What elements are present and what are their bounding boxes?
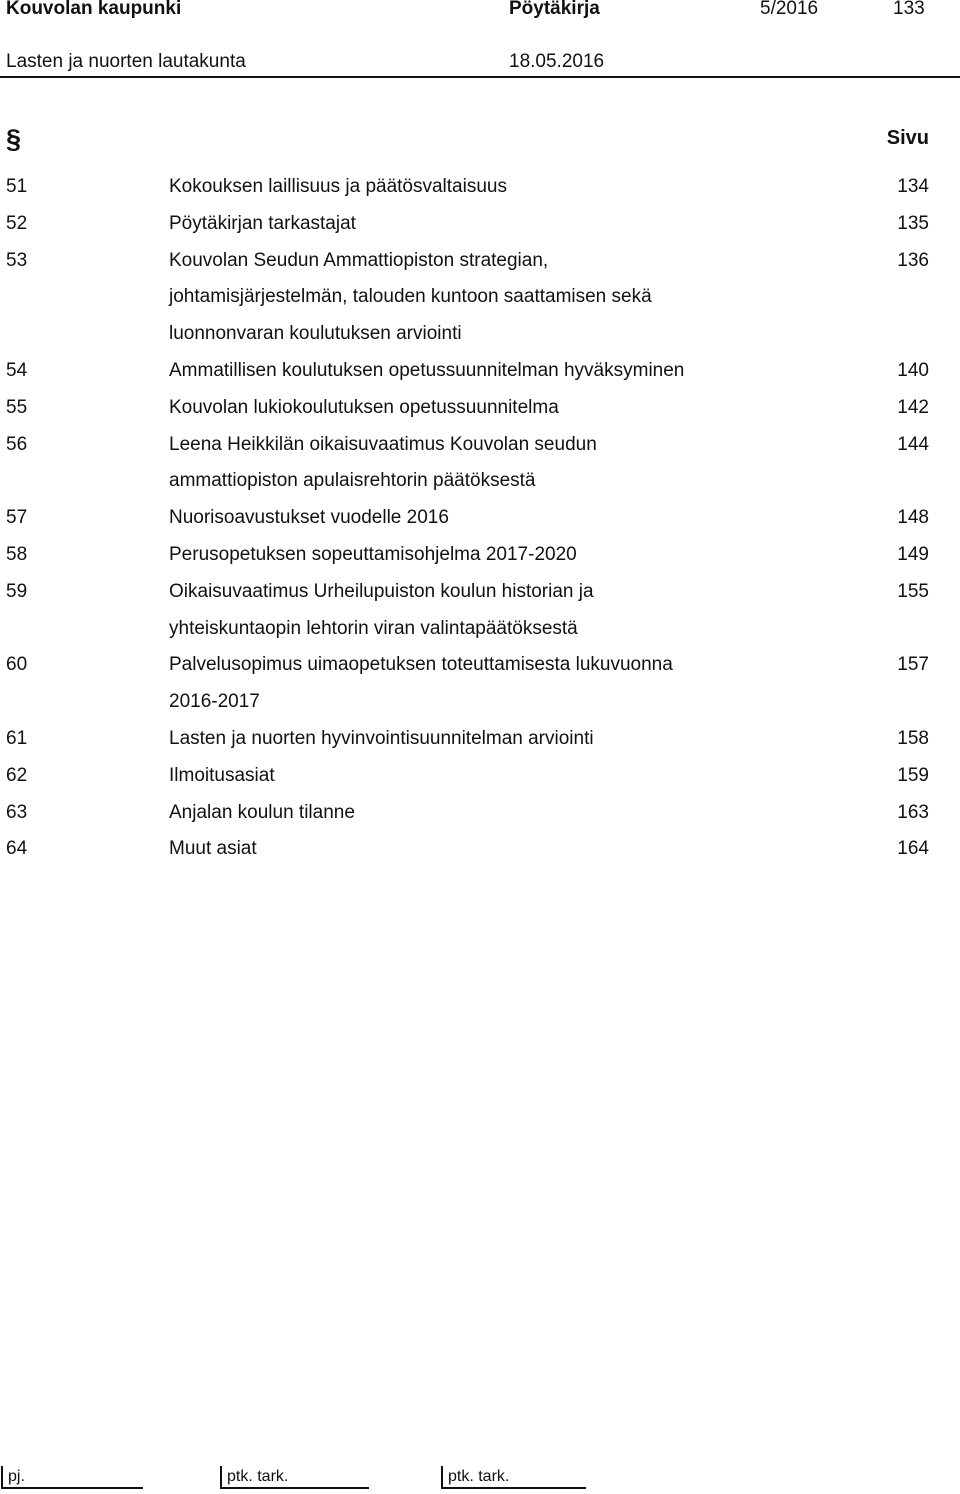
toc-item-title-line: Oikaisuvaatimus Urheilupuiston koulun historian ja <box>169 580 594 602</box>
toc-item-title <box>169 647 809 721</box>
toc-row <box>0 831 960 868</box>
header-divider <box>0 76 960 78</box>
toc-item-title <box>169 831 809 868</box>
signature-line-chair <box>1 1487 143 1489</box>
toc-item-title-line: 2016-2017 <box>169 691 260 713</box>
toc-item-number: 52 <box>6 212 28 234</box>
toc-item-title <box>169 721 809 758</box>
toc-item-title-line: Ilmoitusasiat <box>169 764 275 786</box>
toc-row <box>0 500 960 537</box>
toc-item-title-line: Kouvolan Seudun Ammattiopiston strategian, <box>169 249 549 271</box>
toc-item-title-line: Lasten ja nuorten hyvinvointisuunnitelman arviointi <box>169 727 594 749</box>
toc-item-title-line: Kokouksen laillisuus ja päätösvaltaisuus <box>169 176 507 197</box>
toc-item-title <box>169 427 809 501</box>
toc-row <box>0 795 960 832</box>
toc-item-number: 63 <box>6 801 28 823</box>
section-symbol: § <box>6 124 22 154</box>
toc-item-title-line: Kouvolan lukiokoulutuksen opetussuunnitelma <box>169 396 559 418</box>
toc-item-number: 54 <box>6 359 28 381</box>
toc-item-number: 59 <box>6 580 28 602</box>
toc-item-page: 135 <box>897 212 929 234</box>
toc-row <box>0 169 960 206</box>
toc-item-page: 149 <box>897 543 929 565</box>
toc-row <box>0 721 960 758</box>
toc-item-title-line: yhteiskuntaopin lehtorin viran valintapäätöksestä <box>169 617 578 639</box>
document-number: 5/2016 <box>760 0 819 19</box>
toc-item-title <box>169 390 809 427</box>
page-number: 133 <box>893 0 925 19</box>
toc-row <box>0 243 960 353</box>
toc-row <box>0 353 960 390</box>
toc-item-title <box>169 500 809 537</box>
toc-item-title-line: Leena Heikkilän oikaisuvaatimus Kouvolan seudun <box>169 433 597 455</box>
toc-item-title-line: ammattiopiston apulaisrehtorin päätöksestä <box>169 470 536 492</box>
toc-item-number: 62 <box>6 764 28 786</box>
signature-tick-chair <box>1 1466 3 1489</box>
toc-item-title <box>169 169 809 206</box>
toc-item-title-line: Palvelusopimus uimaopetuksen toteuttamisesta lukuvuonna <box>169 654 673 676</box>
toc-item-page: 148 <box>897 507 929 529</box>
toc-row <box>0 537 960 574</box>
toc-row <box>0 206 960 243</box>
signature-label-examiner-1: ptk. tark. <box>227 1468 289 1485</box>
organization-name: Kouvolan kaupunki <box>6 0 182 19</box>
toc-item-number: 58 <box>6 543 28 565</box>
toc-item-title-line: johtamisjärjestelmän, talouden kuntoon saattamisen sekä <box>169 286 652 308</box>
toc-row <box>0 574 960 648</box>
toc-item-title-line: Perusopetuksen sopeuttamisohjelma 2017-2020 <box>169 543 577 565</box>
toc-item-title <box>169 795 809 832</box>
toc-item-page: 157 <box>897 654 929 676</box>
toc-item-title-line: Anjalan koulun tilanne <box>169 801 355 823</box>
toc-item-title <box>169 353 809 390</box>
toc-item-title-line: Pöytäkirjan tarkastajat <box>169 212 356 234</box>
signature-tick-examiner-1 <box>220 1466 222 1489</box>
toc-item-title <box>169 574 809 648</box>
toc-item-title-line: Muut asiat <box>169 838 257 860</box>
toc-item-title-line: Nuorisoavustukset vuodelle 2016 <box>169 507 449 529</box>
toc-item-page: 159 <box>897 764 929 786</box>
page-column-label: Sivu <box>886 127 929 149</box>
toc-item-title <box>169 537 809 574</box>
meeting-date: 18.05.2016 <box>509 51 605 72</box>
toc-row <box>0 390 960 427</box>
toc-item-number: 64 <box>6 838 28 860</box>
toc-item-page: 140 <box>897 359 929 381</box>
document-type: Pöytäkirja <box>509 0 600 19</box>
signature-label-chair: pj. <box>8 1468 25 1485</box>
toc-item-page: 142 <box>897 396 929 418</box>
signature-label-examiner-2: ptk. tark. <box>448 1468 510 1485</box>
toc-item-number: 61 <box>6 727 28 749</box>
committee-name: Lasten ja nuorten lautakunta <box>6 51 246 72</box>
toc-item-number: 55 <box>6 396 28 418</box>
signature-tick-examiner-2 <box>441 1466 443 1489</box>
toc-item-page: 136 <box>897 249 929 271</box>
toc-item-number: 51 <box>6 176 28 197</box>
toc-item-number: 60 <box>6 654 28 676</box>
toc-item-number: 53 <box>6 249 28 271</box>
toc-item-number: 56 <box>6 433 28 455</box>
toc-item-title-line: Ammatillisen koulutuksen opetussuunnitelman hyväksyminen <box>169 359 685 381</box>
toc-item-title <box>169 758 809 795</box>
toc-row <box>0 647 960 721</box>
toc-item-title <box>169 243 809 353</box>
toc-item-title <box>169 206 809 243</box>
toc-item-page: 163 <box>897 801 929 823</box>
toc-item-page: 158 <box>897 727 929 749</box>
toc-item-page: 164 <box>897 838 929 860</box>
toc-row <box>0 758 960 795</box>
toc-row <box>0 427 960 501</box>
toc-item-page: 134 <box>897 176 929 197</box>
toc-item-number: 57 <box>6 507 28 529</box>
signature-line-examiner-2 <box>441 1487 586 1489</box>
toc-item-page: 155 <box>897 580 929 602</box>
table-of-contents <box>0 169 960 868</box>
toc-item-title-line: luonnonvaran koulutuksen arviointi <box>169 323 462 345</box>
toc-item-page: 144 <box>897 433 929 455</box>
signature-line-examiner-1 <box>220 1487 369 1489</box>
